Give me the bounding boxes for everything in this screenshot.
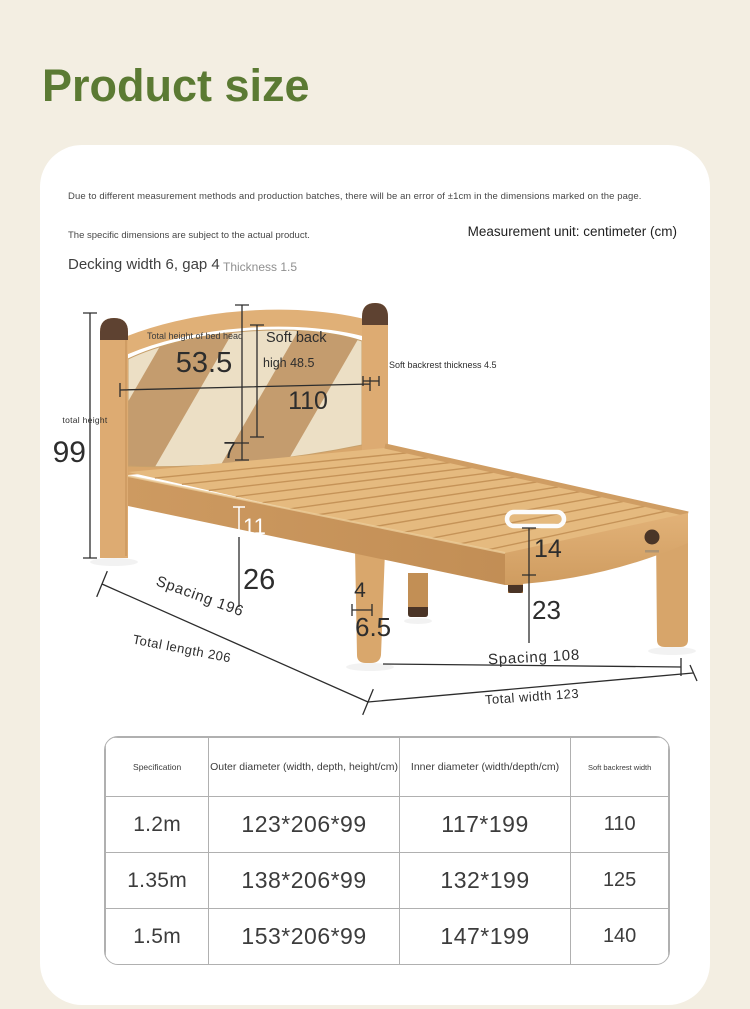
total-length-label: Total length 206 bbox=[131, 631, 233, 666]
headboard-height-caption: Total height of bed head bbox=[146, 331, 244, 341]
header-inner-diameter: Inner diameter (width/depth/cm) bbox=[399, 738, 570, 797]
spec-cell: 1.2m bbox=[106, 797, 209, 853]
thickness-spec-label: Thickness 1.5 bbox=[223, 260, 298, 274]
front-middle-leg bbox=[355, 548, 385, 663]
header-soft-backrest-width: Soft backrest width bbox=[571, 738, 669, 797]
panel-gap-value: 7 bbox=[223, 437, 236, 463]
softback-caption: Soft back bbox=[266, 330, 327, 346]
bed-dimension-diagram bbox=[40, 285, 710, 720]
headboard-height-value: 53.5 bbox=[175, 347, 233, 379]
total-height-caption: total height bbox=[62, 415, 108, 425]
outer-cell: 123*206*99 bbox=[209, 797, 400, 853]
table-row bbox=[106, 853, 669, 909]
inner-cell: 117*199 bbox=[399, 797, 570, 853]
total-height-value: 99 bbox=[52, 436, 86, 469]
disclaimer-line2: The specific dimensions are subject to the actual product. bbox=[68, 230, 310, 241]
header-specification: Specification bbox=[106, 738, 209, 797]
header-outer-diameter: Outer diameter (width, depth, height/cm) bbox=[209, 738, 400, 797]
soft-width-cell: 110 bbox=[571, 797, 669, 853]
disclaimer-line1: Due to different measurement methods and production batches, there will be an error of ±1cm in the dimensions marked on the page. bbox=[68, 191, 642, 202]
soft-thickness-caption: Soft backrest thickness 4.5 bbox=[389, 360, 497, 370]
spacing-width-label: Spacing 108 bbox=[487, 646, 581, 669]
leg-width-value: 6.5 bbox=[355, 612, 392, 642]
size-spec-table bbox=[104, 736, 670, 965]
foot-clearance-value: 23 bbox=[532, 595, 561, 625]
outer-cell: 138*206*99 bbox=[209, 853, 400, 909]
total-width-label: Total width 123 bbox=[484, 685, 580, 708]
spacing-length-label: Spacing 196 bbox=[153, 572, 247, 621]
spec-cell: 1.5m bbox=[106, 909, 209, 965]
table-row bbox=[106, 909, 669, 965]
soft-width-cell: 140 bbox=[571, 909, 669, 965]
outer-cell: 153*206*99 bbox=[209, 909, 400, 965]
right-post-cap bbox=[362, 303, 388, 325]
decking-spec-label: Decking width 6, gap 4 bbox=[68, 256, 220, 273]
foot-rail-height-value: 14 bbox=[534, 535, 562, 563]
soft-width-cell: 125 bbox=[571, 853, 669, 909]
inner-cell: 132*199 bbox=[399, 853, 570, 909]
table-header-row bbox=[106, 738, 669, 797]
rear-middle-leg bbox=[408, 573, 428, 611]
headboard-left-post bbox=[100, 318, 128, 558]
softback-height-value: high 48.5 bbox=[263, 356, 315, 370]
under-clearance-value: 26 bbox=[243, 564, 276, 596]
page-title: Product size bbox=[42, 60, 310, 111]
leg-top-width-value: 4 bbox=[354, 579, 366, 602]
spec-cell: 1.35m bbox=[106, 853, 209, 909]
left-post-cap bbox=[100, 318, 128, 340]
inner-cell: 147*199 bbox=[399, 909, 570, 965]
backrest-width-value: 110 bbox=[288, 387, 328, 415]
rail-height-value: 11 bbox=[243, 514, 266, 539]
table-row bbox=[106, 797, 669, 853]
measurement-unit-label: Measurement unit: centimeter (cm) bbox=[467, 224, 677, 239]
